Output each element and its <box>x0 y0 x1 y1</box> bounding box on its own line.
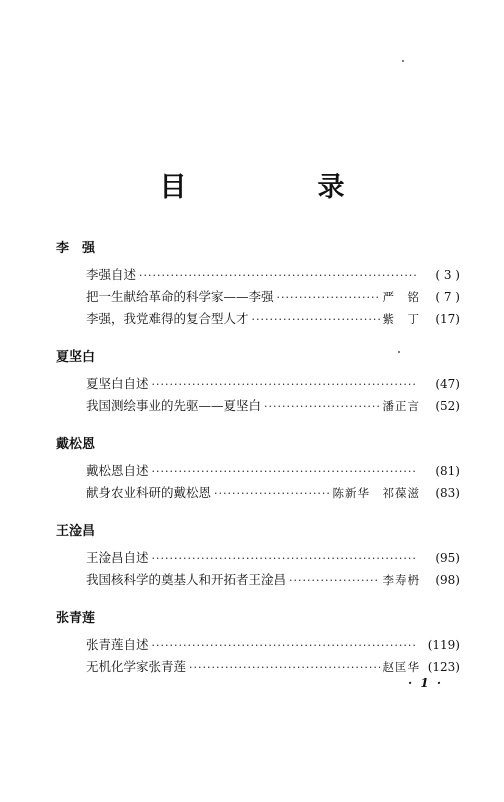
entry-page-number: (52) <box>435 399 460 413</box>
entry-title: 无机化学家张青莲 <box>86 659 187 674</box>
toc-entry <box>56 547 460 569</box>
entry-author: 潘正言 <box>382 399 420 413</box>
toc-section <box>56 608 460 678</box>
table-of-contents <box>56 238 460 678</box>
entry-page-number: (47) <box>435 377 460 391</box>
entry-title: 我国核科学的奠基人和开拓者王淦昌 <box>86 572 287 587</box>
entry-page-number: ( 3 ) <box>435 268 460 282</box>
entry-title: 张青莲自述 <box>86 637 149 652</box>
entry-author: 紫 丁 <box>382 312 420 326</box>
scan-speck <box>402 60 404 62</box>
toc-entry <box>56 395 460 417</box>
scan-speck <box>398 351 400 353</box>
entry-author: 陈新华 祁葆滋 <box>332 486 420 500</box>
toc-entry <box>56 460 460 482</box>
entry-page-number: (119) <box>427 638 460 652</box>
toc-entry <box>56 482 460 504</box>
dot-leader <box>152 461 417 483</box>
section-heading: 戴松恩 <box>56 437 96 452</box>
page-number: · 1 · <box>408 676 444 690</box>
dot-leader <box>214 483 329 505</box>
section-heading: 李 强 <box>56 241 96 256</box>
toc-section <box>56 434 460 504</box>
entry-title: 李强自述 <box>86 267 137 282</box>
toc-section <box>56 521 460 591</box>
dot-leader <box>152 635 417 657</box>
entry-title: 王淦昌自述 <box>86 550 149 565</box>
toc-entry <box>56 264 460 286</box>
dot-leader <box>277 287 380 309</box>
entry-title: 戴松恩自述 <box>86 463 149 478</box>
entry-page-number: (95) <box>435 551 460 565</box>
dot-leader <box>189 657 379 679</box>
entry-page-number: (123) <box>427 660 460 674</box>
entry-author: 严 铭 <box>382 290 420 304</box>
entry-title: 夏坚白自述 <box>86 376 149 391</box>
dot-leader <box>289 570 379 592</box>
toc-section <box>56 238 460 330</box>
toc-entry <box>56 569 460 591</box>
entry-page-number: (81) <box>435 464 460 478</box>
section-heading: 夏坚白 <box>56 350 96 365</box>
entry-title: 把一生献给革命的科学家——李强 <box>86 289 274 304</box>
entry-title: 李强，我党难得的复合型人才 <box>86 311 249 326</box>
dot-leader <box>152 374 417 396</box>
entry-title: 献身农业科研的戴松恩 <box>86 485 212 500</box>
toc-entry <box>56 634 460 656</box>
entry-author: 赵匡华 <box>382 660 420 674</box>
toc-entry <box>56 373 460 395</box>
page-title: 目 录 <box>159 172 397 203</box>
entry-page-number: (17) <box>435 312 460 326</box>
dot-leader <box>252 309 380 331</box>
dot-leader <box>264 396 379 418</box>
toc-section <box>56 347 460 417</box>
dot-leader <box>152 548 417 570</box>
entry-page-number: (98) <box>435 573 460 587</box>
entry-page-number: (83) <box>435 486 460 500</box>
section-heading: 王淦昌 <box>56 524 96 539</box>
entry-page-number: ( 7 ) <box>435 290 460 304</box>
toc-entry <box>56 656 460 678</box>
entry-author: 李寿枬 <box>382 573 420 587</box>
toc-entry <box>56 286 460 308</box>
entry-title: 我国测绘事业的先驱——夏坚白 <box>86 398 262 413</box>
toc-entry <box>56 308 460 330</box>
dot-leader <box>139 265 417 287</box>
section-heading: 张青莲 <box>56 611 96 626</box>
